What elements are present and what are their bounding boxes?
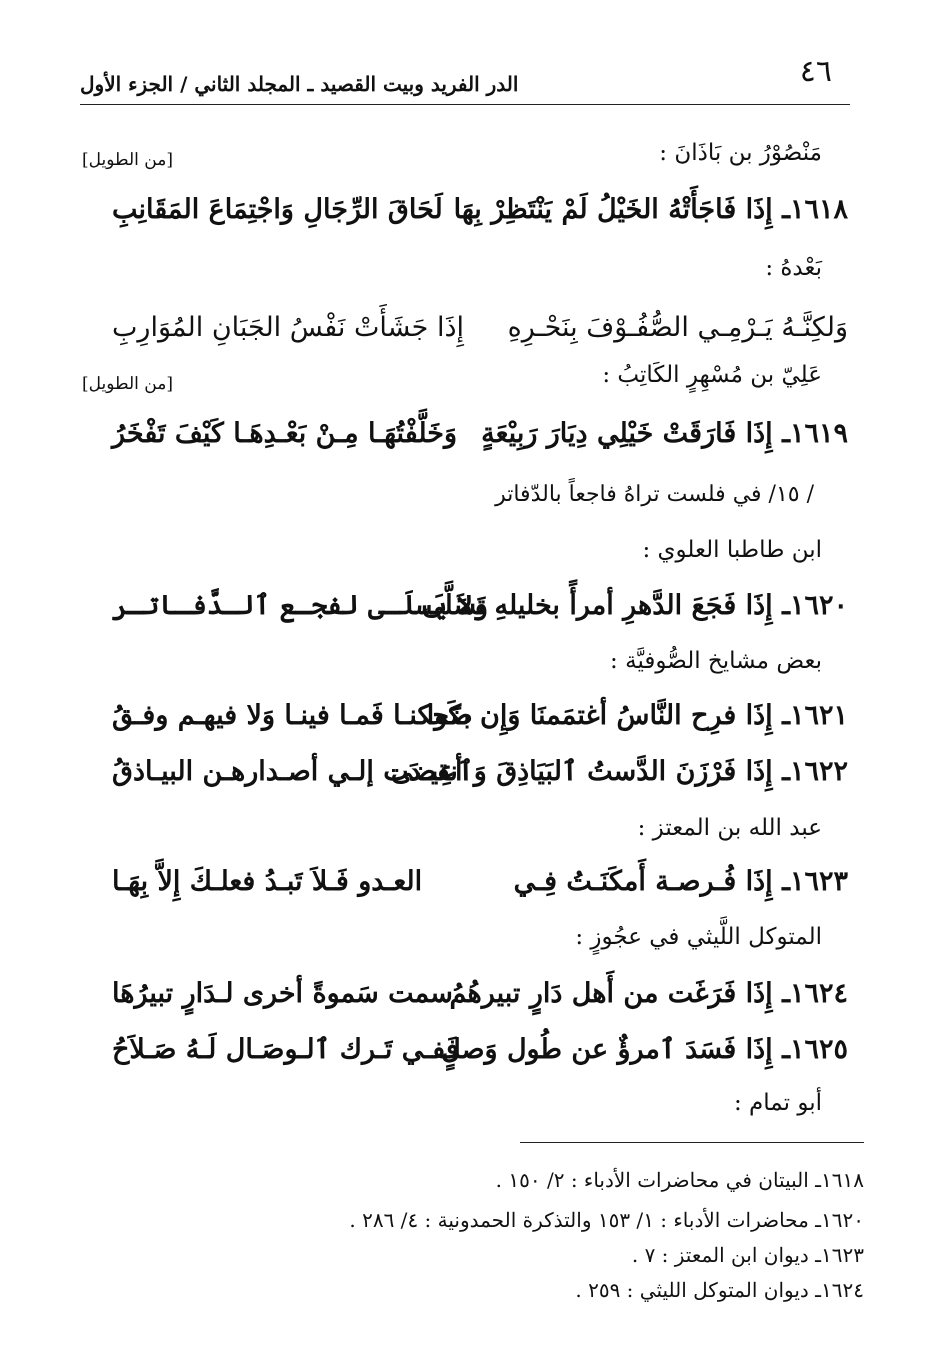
poet-name: ابن طاطبا العلوي : — [642, 537, 822, 563]
verse-second-hemistich: أعِيـدَت إلـي أصـدارهـن البيـاذقُ — [112, 756, 463, 787]
verse-second-hemistich: ولاَ يَسلَـى لفجـع ٱلـدَّفـاتـر — [112, 590, 489, 621]
footnote: ١٦٢٣ـ ديوان ابن المعتز : ٧ . — [631, 1243, 864, 1267]
verse-second-hemistich: إِذَا جَشَأَتْ نَفْسُ الجَبَانِ المُوَارِبِ — [112, 312, 464, 343]
footnote-rule — [520, 1142, 864, 1143]
page-number: ٤٦ — [799, 54, 832, 89]
poet-name: المتوكل اللَّيثي في عجُوزٍ : — [575, 924, 822, 950]
verse-second-hemistich: ضَحكنـا فَمـا فينـا وَلا فيهـم وفـقُ — [112, 700, 473, 731]
running-title: الدر الفريد وبيت القصيد ـ المجلد الثاني / الجزء الأول — [80, 72, 519, 96]
verse-first-hemistich: وَلكِنَّـهُ يَـرْمِـي الصُّفُـوْفَ بِنَحْـرِهِ — [507, 312, 848, 343]
poet-name: عبد الله بن المعتز : — [637, 815, 822, 841]
verse-first-hemistich: ١٦٢٢ـ إِذَا فَرْزَنَ الدَّستُ ٱلبَيَاذِقَ وَٱنقضى — [390, 756, 848, 787]
verse-first-hemistich: ١٦٢٣ـ إِذَا فُـرصـة أَمكَنَـتُ فِـي — [513, 866, 848, 897]
verse-second-hemistich: لَحَاقَ الرِّجَالِ وَاجْتِمَاعَ المَقَانِبِ — [112, 194, 443, 225]
poet-name: بعض مشايخ الصُّوفيَّة : — [610, 648, 822, 674]
poet-name: عَلِيّ بن مُسْهِرٍ الكَاتِبُ : — [602, 362, 822, 388]
verse-first-hemistich: ١٦٢١ـ إِذَا فرِح النَّاسُ أغتمَمنَا وَإِن بكَوا — [426, 700, 848, 731]
poet-name: بَعْدهُ : — [765, 255, 822, 281]
variant-note: / ١٥/ في فلست تراهُ فاجعاً بالدّفاتر — [495, 482, 814, 507]
header-rule — [80, 104, 850, 105]
poet-name: أبو تمام : — [734, 1090, 822, 1116]
meter-label: [من الطويل] — [82, 374, 173, 394]
footnote: ١٦١٨ـ البيتان في محاضرات الأدباء : ٢/ ١٥٠ . — [495, 1168, 864, 1192]
verse-second-hemistich: وَخَلَّفْتُهَـا مِـنْ بَعْـدِهَـا كَيْفَ تَفْخَرُ — [112, 418, 458, 449]
footnote: ١٦٢٤ـ ديوان المتوكل الليثي : ٢٥٩ . — [575, 1278, 864, 1302]
meter-label: [من الطويل] — [82, 150, 173, 170]
verse-first-hemistich: ١٦١٨ـ إِذَا فَاجَأَتْهُ الخَيْلُ لَمْ يَنْتَظِرْ بِهَا — [453, 194, 848, 225]
footnote: ١٦٢٠ـ محاضرات الأدباء : ١/ ١٥٣ والتذكرة الحمدونية : ٤/ ٢٨٦ . — [349, 1208, 864, 1232]
poet-name: مَنْصُوْرُ بن بَاذَانَ : — [659, 140, 822, 166]
verse-first-hemistich: ١٦٢٠ـ إِذَا فَجَعَ الدَّهرِ أمرأً بخليلهِ تَسَلَّى — [422, 590, 848, 621]
verse-first-hemistich: ١٦١٩ـ إِذَا فَارَقَتْ خَيْلِي دِيَارَ رَبِيْعَةٍ — [481, 418, 848, 449]
verse-second-hemistich: العـدو فَـلاَ تَبـدُ فعلـكَ إِلاَّ بِهَـا — [112, 866, 423, 897]
verse-second-hemistich: سمت سَموةً أخرى لـدَارٍ تبيرُهَا — [112, 978, 453, 1009]
verse-second-hemistich: فَفـي تَـرك ٱلـوصَـال لَـهُ صَـلاَحُ — [112, 1034, 459, 1065]
verse-first-hemistich: ١٦٢٥ـ إِذَا فَسَدَ ٱمرؤٌ عن طُول وَصلٍ — [441, 1034, 848, 1065]
verse-first-hemistich: ١٦٢٤ـ إِذَا فَرَغَت من أَهل دَارٍ تبيرهُمُ — [449, 978, 848, 1009]
